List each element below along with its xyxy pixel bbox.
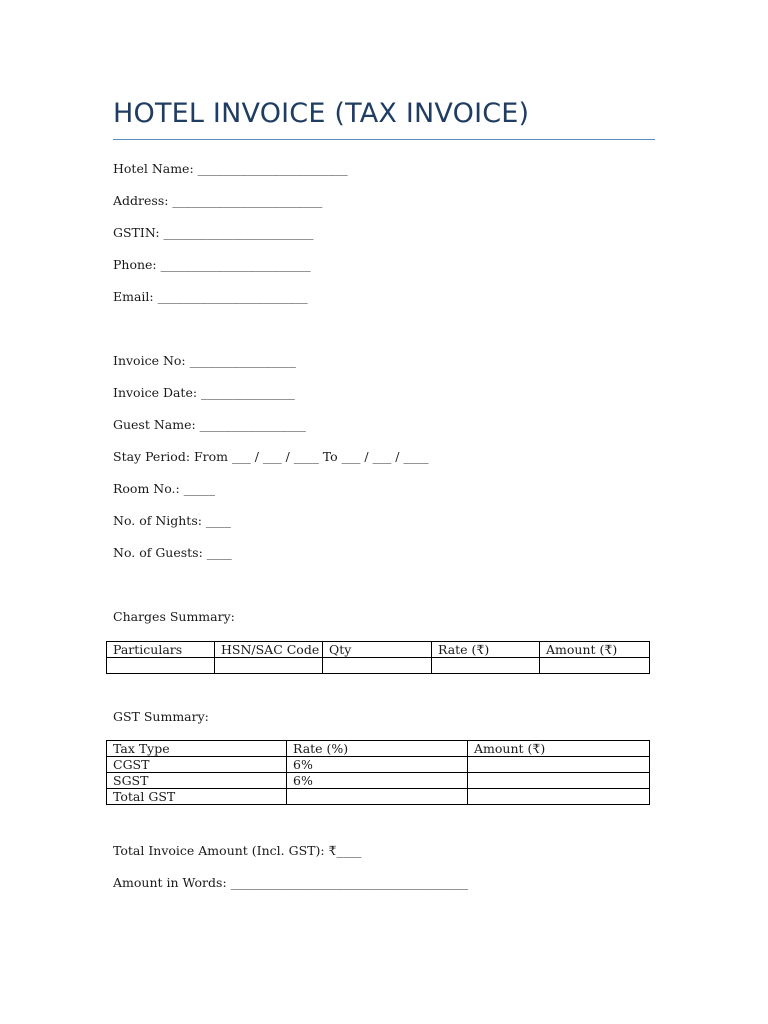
table-header-row (107, 741, 650, 757)
table-cell (323, 658, 432, 674)
nights-field: No. of Nights: ____ (113, 513, 231, 528)
table-cell (468, 773, 650, 789)
table-header-cell: Particulars (107, 642, 215, 658)
table-cell (432, 658, 540, 674)
table-cell: Total GST (107, 789, 287, 805)
table-header-cell: HSN/SAC Code (215, 642, 323, 658)
gst-summary-label: GST Summary: (113, 709, 209, 724)
invoice-date-field: Invoice Date: _______________ (113, 385, 295, 400)
table-row (107, 658, 650, 674)
table-header-row (107, 642, 650, 658)
amount-in-words-field: Amount in Words: ______________________________________ (113, 875, 469, 890)
table-cell: 6% (287, 757, 468, 773)
table-header-cell: Amount (₹) (468, 741, 650, 757)
phone-field: Phone: ________________________ (113, 257, 311, 272)
hotel-name-field: Hotel Name: ________________________ (113, 161, 348, 176)
table-cell (540, 658, 650, 674)
table-header-cell: Amount (₹) (540, 642, 650, 658)
room-no-field: Room No.: _____ (113, 481, 215, 496)
table-cell (215, 658, 323, 674)
guests-field: No. of Guests: ____ (113, 545, 232, 560)
title-underline (113, 139, 655, 140)
guest-name-field: Guest Name: _________________ (113, 417, 306, 432)
table-cell: CGST (107, 757, 287, 773)
table-cell (287, 789, 468, 805)
email-field: Email: ________________________ (113, 289, 308, 304)
table-cell: 6% (287, 773, 468, 789)
table-header-cell: Tax Type (107, 741, 287, 757)
table-cell (468, 757, 650, 773)
table-cell (107, 658, 215, 674)
stay-period-field: Stay Period: From ___ / ___ / ____ To ___ / ___ / ____ (113, 449, 429, 464)
gst-table (106, 740, 650, 805)
table-cell (468, 789, 650, 805)
table-row (107, 789, 650, 805)
charges-table (106, 641, 650, 674)
total-amount-field: Total Invoice Amount (Incl. GST): ₹____ (113, 843, 362, 858)
gstin-field: GSTIN: ________________________ (113, 225, 314, 240)
table-cell: SGST (107, 773, 287, 789)
address-field: Address: ________________________ (113, 193, 323, 208)
table-header-cell: Qty (323, 642, 432, 658)
table-header-cell: Rate (₹) (432, 642, 540, 658)
page-title: HOTEL INVOICE (TAX INVOICE) (113, 98, 530, 129)
table-row (107, 773, 650, 789)
invoice-no-field: Invoice No: _________________ (113, 353, 296, 368)
table-header-cell: Rate (%) (287, 741, 468, 757)
charges-summary-label: Charges Summary: (113, 609, 235, 624)
table-row (107, 757, 650, 773)
